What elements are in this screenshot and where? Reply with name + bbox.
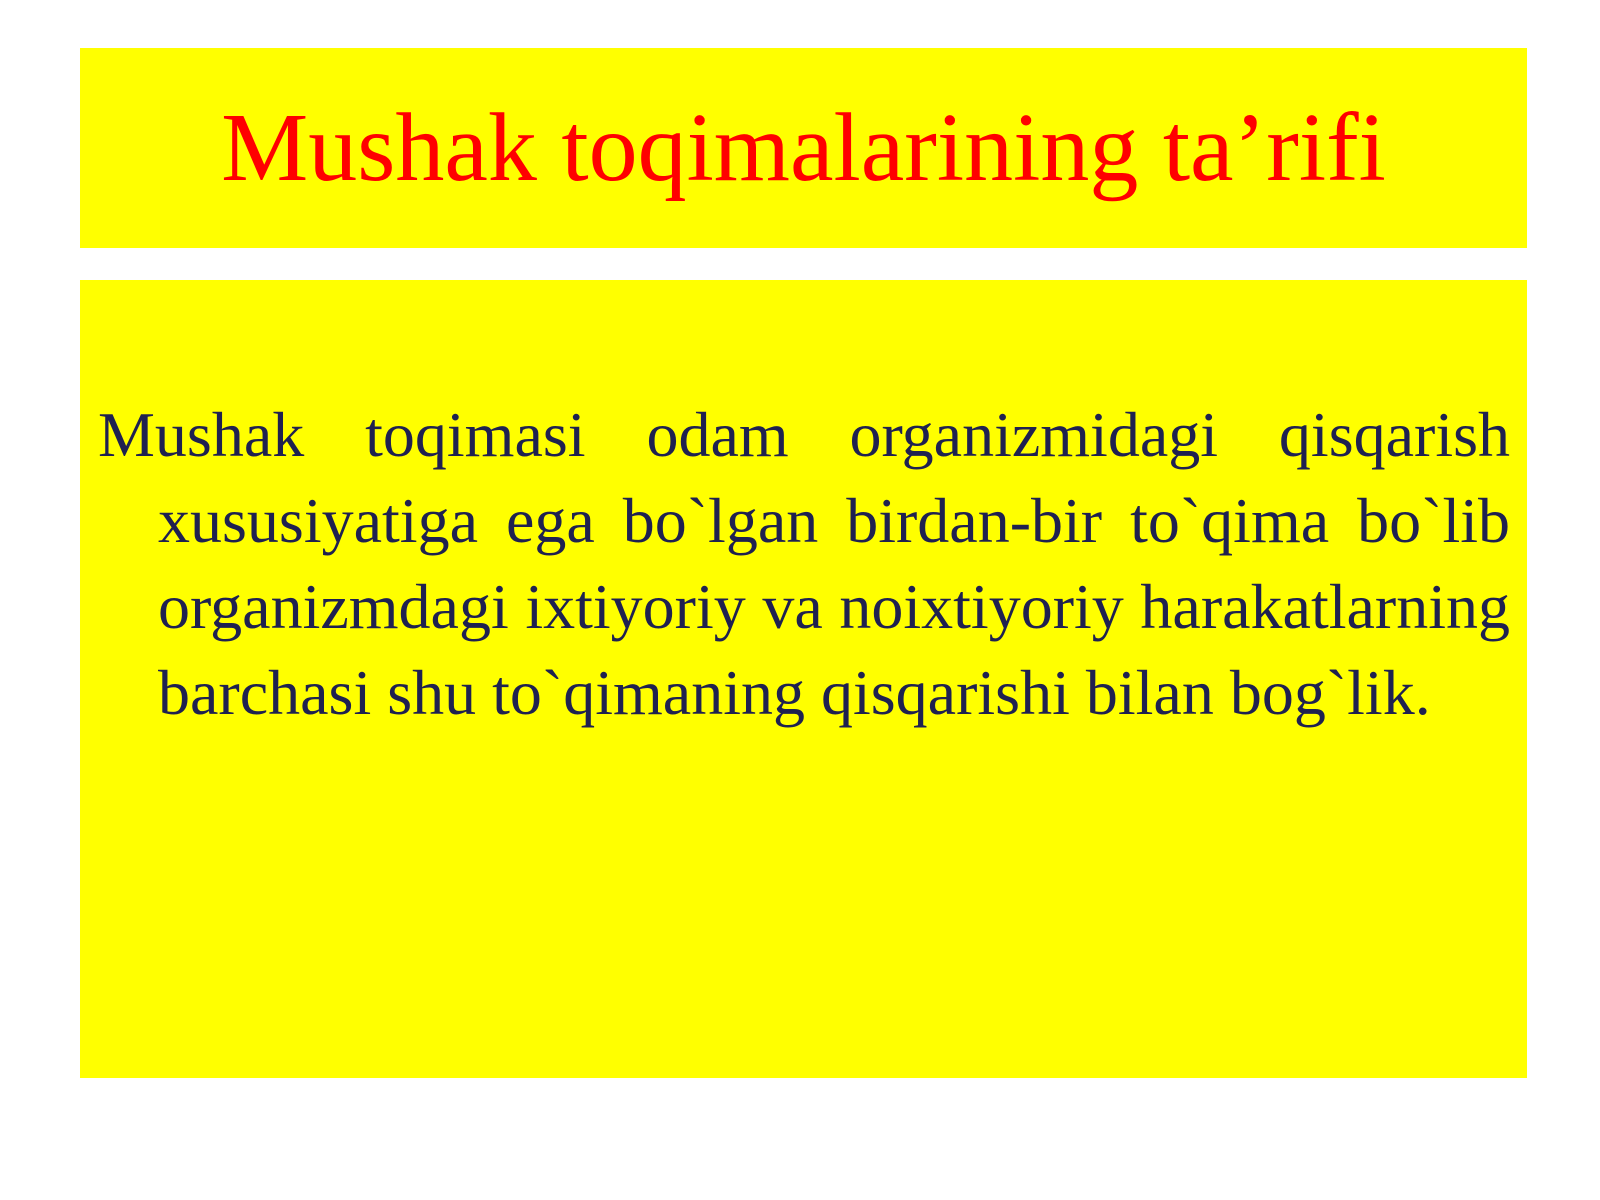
content-panel — [80, 280, 1527, 1078]
slide-body-text: Mushak toqimasi odam organizmidagi qisqarish xususiyatiga ega bo`lgan birdan-bir to`qima bo`lib organizmdagi ixtiyoriy va noixtiyoriy harakatlarning barchasi shu to`qimaning qisqarishi bilan bog`lik. — [98, 399, 1510, 728]
title-panel — [80, 48, 1527, 248]
slide-title: Mushak toqimalarining ta’rifi — [221, 94, 1386, 202]
